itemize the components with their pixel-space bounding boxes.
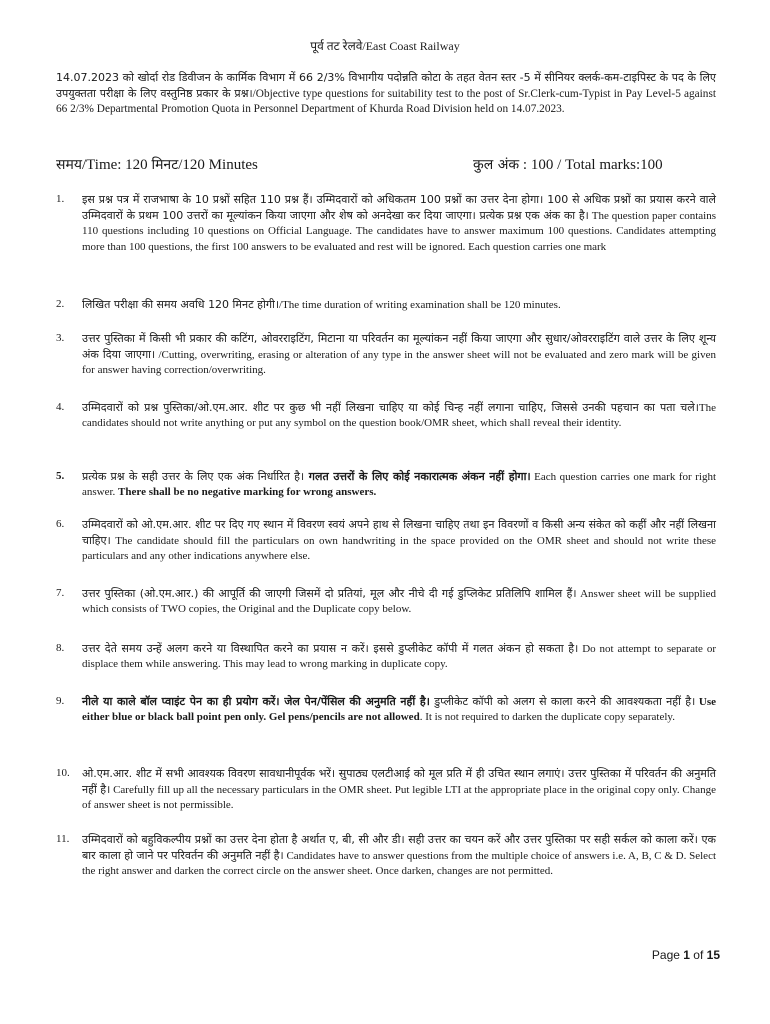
page-number [600, 948, 720, 962]
item-hindi: प्रत्येक प्रश्न के सही उत्तर के लिए एक अंक निर्धारित है। [82, 470, 305, 483]
item-hindi: उम्मिदवारों को बहुविकल्पीय प्रश्नों का उत्तर देना होता है अर्थात ए, बी, सी और डी। सही उत्तर का चयन करें और उत्तर पुस्तिका पर सही सर्कल को काला करें। एक बार काला हो जाने पर परिवर्तन की अनुमति नहीं है। [82, 833, 716, 863]
item-hindi: इस प्रश्न पत्र में राजभाषा के 10 प्रश्नों सहित 110 प्रश्न हैं। उम्मिदवारों को अधिकतम 100 प्रश्नों का उत्तर देना होगा। 100 से अधिक प्रश्नों का प्रयास करने वाले उम्मिदवारों के प्रथम 100 उत्तरों का मूल्यांकन किया जाएगा और शेष को अनदेखा कर दिया जाएगा। प्रत्येक प्रश्न एक अंक का है। [82, 193, 716, 223]
item-hindi: उम्मिदवारों को ओ.एम.आर. शीट पर दिए गए स्थान में विवरण स्वयं अपने हाथ से लिखना चाहिए तथा इन विवरणों व किसी अन्य संकेत को कहीं और नहीं लिखना चाहिए। [82, 518, 716, 548]
item-text [82, 297, 716, 313]
item-hindi: उम्मिदवारों को प्रश्न पुस्तिका/ओ.एम.आर. शीट पर कुछ भी नहीं लिखना चाहिए या कोई चिन्ह नहीं लगाना चाहिए, जिससे उनकी पहचान का पता चले। [82, 401, 699, 414]
current-page: 1 [683, 948, 690, 962]
item-english: . It is not required to darken the duplicate copy separately. [419, 711, 675, 724]
intro-hindi: 14.07.2023 को खोर्दा रोड डिवीजन के कार्मिक विभाग में 66 2/3% विभागीय पदोन्नति कोटा के तहत वेतन स्तर -5 में सीनियर क्लर्क-कम-टाइपिस्ट के पद के लिए उपयुक्तता परीक्षा के लिए वस्तुनिष्ठ प्रकार के प्रश्न। [56, 71, 716, 101]
item-hindi: डुप्लीकेट कॉपी को अलग से काला करने की आवश्यकता नहीं है। [429, 695, 696, 708]
time-hindi-label: समय [56, 157, 82, 173]
page-label: Page [651, 948, 684, 962]
item-english: Answer sheet will be supplied which consists of TWO copies, the Original and the Duplicate copy below. [82, 588, 716, 616]
item-text [82, 766, 716, 814]
total-pages: 15 [706, 948, 720, 962]
item-text [82, 586, 716, 617]
item-number: 5. [56, 470, 65, 482]
item-english: The candidates should not write anything or put any symbol on the question book/OMR sheet, which shall reveal their identity. [82, 402, 716, 430]
intro-paragraph [56, 70, 716, 118]
item-hindi: उत्तर देते समय उन्हें अलग करने या विस्थापित करने का प्रयास न करें। इससे डुप्लीकेट कॉपी में गलत अंकन हो सकता है। [82, 642, 579, 655]
item-number: 2. [56, 298, 65, 310]
item-text [82, 192, 716, 255]
item-text [82, 832, 716, 880]
item-english: The question paper contains 110 questions including 10 questions on Official Language. The candidates have to answer maximum 100 questions. Candidates attempting more than 100 questions, the first 100 answers to be evaluated and rest will be ignored. Each question carries one mark [82, 210, 716, 253]
item-english: Do not attempt to separate or displace them while answering. This may lead to wrong marking in duplicate copy. [82, 643, 716, 671]
minutes-en-label: /120 Minutes [178, 157, 258, 173]
time-marks-row [56, 155, 716, 177]
header-title: पूर्व तट रेलवे/East Coast Railway [310, 39, 460, 53]
item-number: 8. [56, 642, 65, 654]
item-hindi: उत्तर पुस्तिका (ओ.एम.आर.) की आपूर्ति की जाएगी जिसमें दो प्रतियां, मूल और नीचे दी गई डुप्लिकेट प्रतिलिपि शामिल हैं। [82, 587, 577, 600]
item-text [82, 331, 716, 379]
item-text [82, 517, 716, 565]
item-number: 4. [56, 401, 65, 413]
item-number: 9. [56, 695, 65, 707]
minutes-hindi-label: मिनट [151, 157, 179, 173]
item-hindi: ओ.एम.आर. शीट में सभी आवश्यक विवरण सावधानीपूर्वक भरें। सुपाठ्य एलटीआई को मूल प्रति में ही उचित स्थान लगाएं। उत्तर पुस्तिका में परिवर्तन की अनुमति नहीं है। [82, 767, 716, 797]
time-info [56, 155, 258, 174]
intro-english: /Objective type questions for suitability test to the post of Sr.Clerk-cum-Typist in Pay Level-5 against 66 2/3% Departmental Promotion Quota in Personnel Department of Khurda Road Division held on 14.07.2023. [56, 88, 716, 116]
item-number: 3. [56, 332, 65, 344]
item-number: 6. [56, 518, 65, 530]
item-text [82, 400, 716, 431]
item-text [82, 641, 716, 672]
item-hindi-bold: गलत उत्तरों के लिए कोई नकारात्मक अंकन नहीं होगा। [304, 470, 531, 483]
item-number: 1. [56, 193, 65, 205]
item-hindi: लिखित परीक्षा की समय अवधि 120 मिनट होगी। [82, 298, 280, 311]
item-hindi-bold: नीले या काले बॉल प्वाइंट पेन का ही प्रयोग करें। जेल पेन/पेंसिल की अनुमति नहीं है। [82, 695, 430, 708]
marks-info [473, 155, 663, 174]
item-english: /Cutting, overwriting, erasing or alteration of any type in the answer sheet will not be evaluated and zero mark will be given for answer having correction/overwriting. [82, 349, 716, 377]
of-label: of [689, 948, 707, 962]
item-english: Each question carries one mark for right answer. [82, 471, 717, 499]
marks-en-label: : 100 / Total marks:100 [519, 157, 663, 173]
item-english: The candidate should fill the particulars on own handwriting in the space provided on the OMR sheet and should not write these particulars and any other indications anywhere else. [82, 535, 716, 563]
time-en-label: /Time: 120 [81, 157, 152, 173]
item-text [82, 469, 716, 500]
item-text [82, 694, 716, 725]
marks-hindi-label: कुल अंक [473, 157, 520, 173]
item-number: 7. [56, 587, 65, 599]
item-english-bold: There shall be no negative marking for wrong answers. [118, 486, 377, 499]
item-number: 10. [56, 767, 70, 779]
item-hindi: उत्तर पुस्तिका में किसी भी प्रकार की कटिंग, ओवरराइटिंग, मिटाना या परिवर्तन का मूल्यांकन नहीं किया जाएगा और सुधार/ओवरराइटिंग वाले उत्तर के लिए शून्य अंक दिया जाएगा। [82, 332, 716, 362]
item-english: Carefully fill up all the necessary particulars in the OMR sheet. Put legible LTI at the appropriate place in the original copy only. Change of answer sheet is not permissible. [82, 784, 716, 812]
item-number: 11. [56, 833, 70, 845]
item-english: Candidates have to answer questions from the multiple choice of answers i.e. A, B, C & D. Select the right answer and darken the correct circle on the answer sheet. Once darken, changes are not permitted. [82, 850, 717, 878]
item-english: /The time duration of writing examination shall be 120 minutes. [279, 299, 561, 311]
item-english-bold: Use either blue or black ball point pen only. Gel pens/pencils are not allowed [82, 696, 717, 724]
